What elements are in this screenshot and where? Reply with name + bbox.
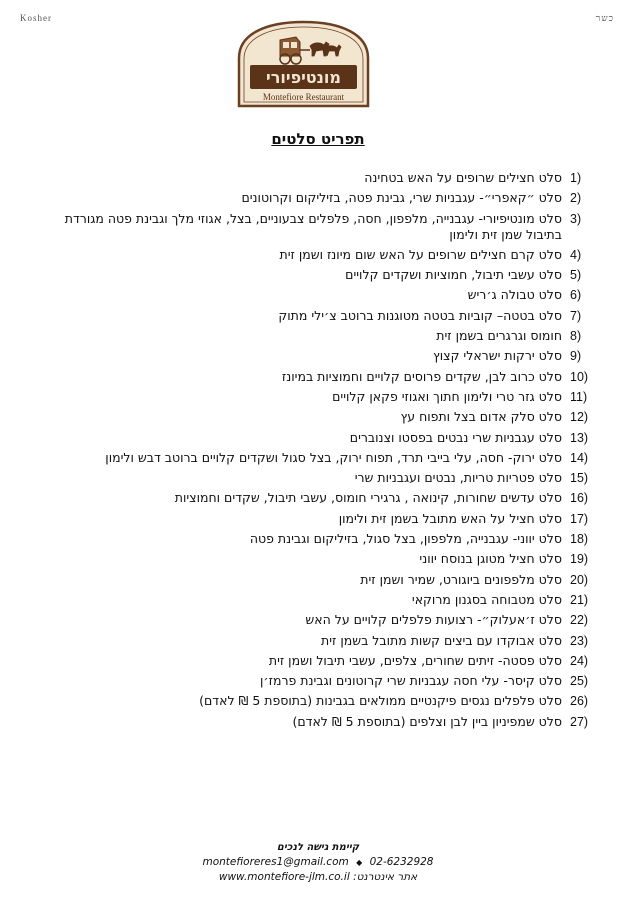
menu-item [40,369,600,385]
menu-item-number: 10) [570,369,589,384]
menu-item-text: סלט קיסר- עלי חסה עגבניות שרי קרוטונים וגבינת פרמז׳ן [260,673,562,689]
menu-item [40,470,600,486]
kosher-label-english: Kosher [20,13,52,23]
menu-item-number: 27) [570,714,589,729]
menu-item-text: סלט חציל מטוגן בנוסח יווני [419,551,562,567]
menu-item [40,551,600,567]
menu-item-number: 1) [570,171,582,185]
website-line [0,870,636,885]
contact-line [0,855,636,870]
menu-item [40,287,600,303]
menu-item-text: סלט ״קאפרי״- עגבניות שרי, גבינת פטה, בזיליקום וקרוטונים [241,190,562,206]
menu-item-number: 26) [570,694,589,709]
menu-item-number: 9) [570,349,582,364]
menu-item-text: סלט גזר טרי ולימון חתוך ואגוזי פקאן קלויים [332,388,562,404]
menu-item-number: 14) [570,450,589,465]
menu-item-number: 17) [570,511,589,526]
menu-item-number: 6) [570,288,582,303]
menu-item-text: סלט סלק אדום בצל ותפוח עץ [400,409,562,425]
menu-item [40,592,600,608]
diamond-separator-icon: ◆ [356,858,363,867]
menu-item [40,267,600,283]
website-link[interactable]: www.montefiore-jlm.co.il [218,871,350,883]
menu-item-text: סלט אבוקדו עם ביצים קשות מתובל בשמן זית [321,632,562,648]
menu-item-text: סלט עשבי תיבול, חמוציות ושקדים קלויים [345,267,562,283]
menu-item [40,308,600,324]
menu-item-text: סלט חצילים שרופים על האש בטחינה [364,170,562,185]
menu-item [40,247,600,263]
menu-item-text: סלט שמפיניון ביין לבן וצלפים (בתוספת 5 ₪ לאדם) [292,713,562,729]
menu-item [40,170,600,186]
menu-item-text: סלט קרם חצילים שרופים על האש שום מיונז ושמן זית [279,246,562,262]
menu-item [40,653,600,669]
menu-item [40,348,600,364]
accessibility-note: קיימת גישה לנכים [276,842,360,853]
salad-menu-list [40,170,600,734]
menu-item-text: סלט פטריות טריות, נבטים ועגבניות שרי [354,470,562,486]
menu-item-text: סלט מונטיפיורי- עגבנייה, מלפפון, חסה, פלפלים צבעוניים, בצל, אגוזי מלך וגבינת פטה מגורדת בתיבול שמן זית ולימון [64,210,562,242]
menu-item-text: סלט יווני- עגבנייה, מלפפון, בצל סגול, בזיליקום וגבינת פטה [249,531,562,547]
menu-item-number: 2) [570,191,582,206]
menu-item [40,190,600,206]
menu-item-number: 16) [570,491,589,506]
menu-item-number: 18) [570,532,589,547]
logo-name-english: Montefiore Restaurant [262,92,345,102]
menu-item-number: 24) [570,653,589,668]
menu-title: תפריט סלטים [271,130,365,148]
menu-item [40,673,600,689]
menu-item-number: 25) [570,674,589,689]
phone-number[interactable]: 02-6232928 [369,856,434,868]
menu-item-text: סלט ירוק- חסה, עלי בייבי תרד, תפוח ירוק, בצל סגול ושקדים קלויים ברוטב דבש ולימון [105,449,562,465]
footer [0,840,636,885]
logo-name-hebrew: מונטיפיורי [266,68,341,87]
menu-item [40,633,600,649]
menu-item [40,511,600,527]
menu-item-number: 15) [570,471,589,486]
menu-item [40,409,600,425]
menu-item [40,693,600,709]
menu-item-number: 22) [570,613,589,628]
restaurant-logo [236,20,371,108]
menu-item [40,612,600,628]
menu-item-number: 23) [570,633,589,648]
menu-item-number: 20) [570,572,589,587]
menu-item-number: 12) [570,410,589,425]
menu-item-number: 8) [570,329,582,344]
menu-item [40,450,600,466]
menu-item-text: סלט ירקות ישראלי קצוץ [433,348,562,364]
menu-item-text: סלט כרוב לבן, שקדים פרוסים קלויים וחמוציות במיונז [281,368,562,384]
menu-item-number: 4) [570,247,582,262]
menu-item [40,531,600,547]
menu-item [40,211,600,243]
menu-item-number: 5) [570,268,582,283]
menu-item-text: סלט בטטה– קוביות בטטה מטוגנות ברוטב צ׳ילי מתוק [278,307,562,323]
menu-item-text: סלט עדשים שחורות, קינואה , גרגירי חומוס, עשבי תיבול, שקדים וחמוציות [174,490,562,506]
menu-item-text: סלט מטבוחה בסגנון מרוקאי [411,591,562,607]
menu-item [40,572,600,588]
menu-item-text: סלט עגבניות שרי נבטים בפסטו וצנוברים [349,429,562,445]
menu-item-text: סלט מלפפונים ביוגורט, שמיר ושמן זית [360,571,562,587]
menu-item-text: סלט פסטה- זיתים שחורים, צלפים, עשבי תיבול ושמן זית [268,652,562,668]
menu-item-text: סלט טבולה ג׳ריש [467,287,562,303]
menu-item-number: 21) [570,592,589,607]
email-link[interactable]: montefioreres1@gmail.com [202,856,349,868]
kosher-label-hebrew: כשר [595,13,614,23]
menu-item-text: סלט חציל על האש מתובל בשמן זית ולימון [338,510,562,526]
menu-item-number: 11) [570,389,588,404]
menu-item-text: סלט פלפלים נגסים פיקנטיים ממולאים בגבינות (בתוספת 5 ₪ לאדם) [199,693,562,709]
website-label: אתר אינטרנט: [353,871,418,883]
menu-item-number: 3) [570,211,582,226]
menu-item [40,490,600,506]
menu-item-text: סלט ז׳אעלוק״- רצועות פלפלים קלויים על האש [305,612,562,628]
menu-item [40,328,600,344]
menu-item-number: 7) [570,308,582,323]
menu-item [40,389,600,405]
menu-item [40,430,600,446]
menu-item-number: 13) [570,430,589,445]
menu-item-text: חומוס וגרגרים בשמן זית [436,328,562,344]
menu-item [40,714,600,730]
menu-item-number: 19) [570,552,589,567]
